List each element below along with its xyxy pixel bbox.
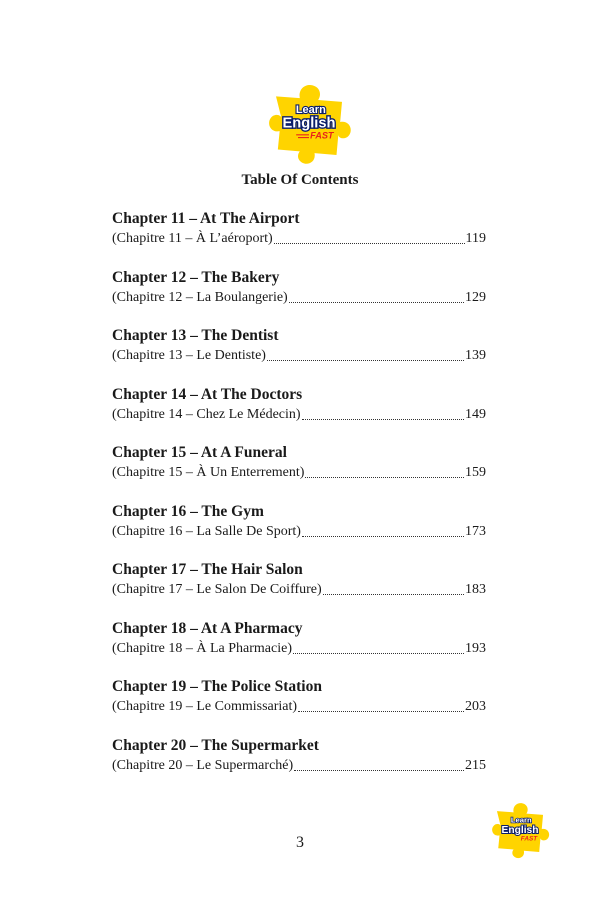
toc-entry[interactable] (112, 677, 486, 736)
chapter-subtitle: (Chapitre 17 – Le Salon De Coiffure) (112, 582, 322, 597)
puzzle-logo-icon (263, 78, 355, 166)
chapter-title: Chapter 13 – The Dentist (112, 327, 279, 344)
toc-entry[interactable] (112, 736, 486, 795)
dot-leader (294, 769, 464, 771)
svg-text:Learn: Learn (510, 815, 532, 825)
toc-entry[interactable] (112, 619, 486, 678)
chapter-page-number: 203 (465, 699, 486, 714)
dot-leader (323, 593, 464, 595)
dot-leader (302, 418, 464, 420)
chapter-page-number: 139 (465, 348, 486, 363)
chapter-subtitle: (Chapitre 16 – La Salle De Sport) (112, 523, 301, 539)
chapter-title: Chapter 18 – At A Pharmacy (112, 619, 303, 637)
chapter-page-number: 149 (465, 406, 486, 422)
chapter-page-number: 129 (465, 289, 486, 305)
chapter-line (112, 463, 486, 483)
svg-text:Learn: Learn (295, 103, 326, 116)
toc-entry[interactable] (112, 560, 486, 619)
chapter-title: Chapter 15 – At A Funeral (112, 444, 287, 461)
toc-heading: Table Of Contents (241, 172, 359, 188)
chapter-title: Chapter 14 – At The Doctors (112, 385, 303, 403)
svg-text:FAST: FAST (310, 130, 334, 141)
chapter-page-number: 183 (465, 582, 486, 597)
dot-leader (289, 301, 464, 303)
chapter-line (112, 346, 486, 366)
chapter-title: Chapter 12 – The Bakery (112, 268, 280, 286)
chapter-page-number: 173 (465, 523, 486, 539)
chapter-title: Chapter 11 – At The Airport (112, 210, 300, 227)
learn-english-fast-logo (263, 78, 355, 166)
toc-entry[interactable] (112, 326, 486, 385)
chapter-subtitle: (Chapitre 20 – Le Supermarché) (112, 757, 294, 773)
svg-text:English: English (282, 115, 336, 132)
chapter-line (112, 229, 486, 249)
dot-leader (293, 652, 464, 654)
dot-leader (298, 710, 464, 712)
toc-list (112, 209, 486, 794)
chapter-subtitle: (Chapitre 14 – Chez Le Médecin) (112, 406, 301, 422)
chapter-title: Chapter 17 – The Hair Salon (112, 561, 303, 578)
chapter-page-number: 159 (465, 465, 486, 480)
chapter-page-number: 193 (465, 640, 486, 656)
dot-leader (267, 359, 464, 361)
chapter-line (112, 522, 486, 542)
chapter-subtitle: (Chapitre 19 – Le Commissariat) (112, 699, 298, 714)
dot-leader (274, 242, 465, 244)
toc-entry[interactable] (112, 385, 486, 444)
chapter-page-number: 119 (465, 231, 486, 246)
chapter-line (112, 405, 486, 425)
chapter-line (112, 639, 486, 659)
chapter-title: Chapter 19 – The Police Station (112, 678, 322, 695)
svg-text:English: English (501, 824, 539, 836)
toc-entry[interactable] (112, 268, 486, 327)
toc-entry[interactable] (112, 443, 486, 502)
chapter-line (112, 580, 486, 600)
chapter-line (112, 288, 486, 308)
chapter-subtitle: (Chapitre 15 – À Un Enterrement) (112, 465, 305, 480)
puzzle-logo-small-icon (488, 798, 552, 860)
svg-text:FAST: FAST (520, 835, 538, 843)
chapter-subtitle: (Chapitre 11 – À L’aéroport) (112, 231, 273, 246)
chapter-page-number: 215 (465, 757, 486, 773)
page-number: 3 (296, 834, 304, 851)
chapter-subtitle: (Chapitre 12 – La Boulangerie) (112, 289, 288, 305)
chapter-title: Chapter 16 – The Gym (112, 502, 264, 520)
chapter-title: Chapter 20 – The Supermarket (112, 736, 319, 754)
dot-leader (305, 476, 464, 478)
learn-english-fast-logo-small (488, 798, 552, 860)
dot-leader (302, 535, 464, 537)
chapter-subtitle: (Chapitre 13 – Le Dentiste) (112, 348, 266, 363)
chapter-subtitle: (Chapitre 18 – À La Pharmacie) (112, 640, 292, 656)
toc-entry[interactable] (112, 209, 486, 268)
chapter-line (112, 756, 486, 776)
chapter-line (112, 697, 486, 717)
toc-entry[interactable] (112, 502, 486, 561)
